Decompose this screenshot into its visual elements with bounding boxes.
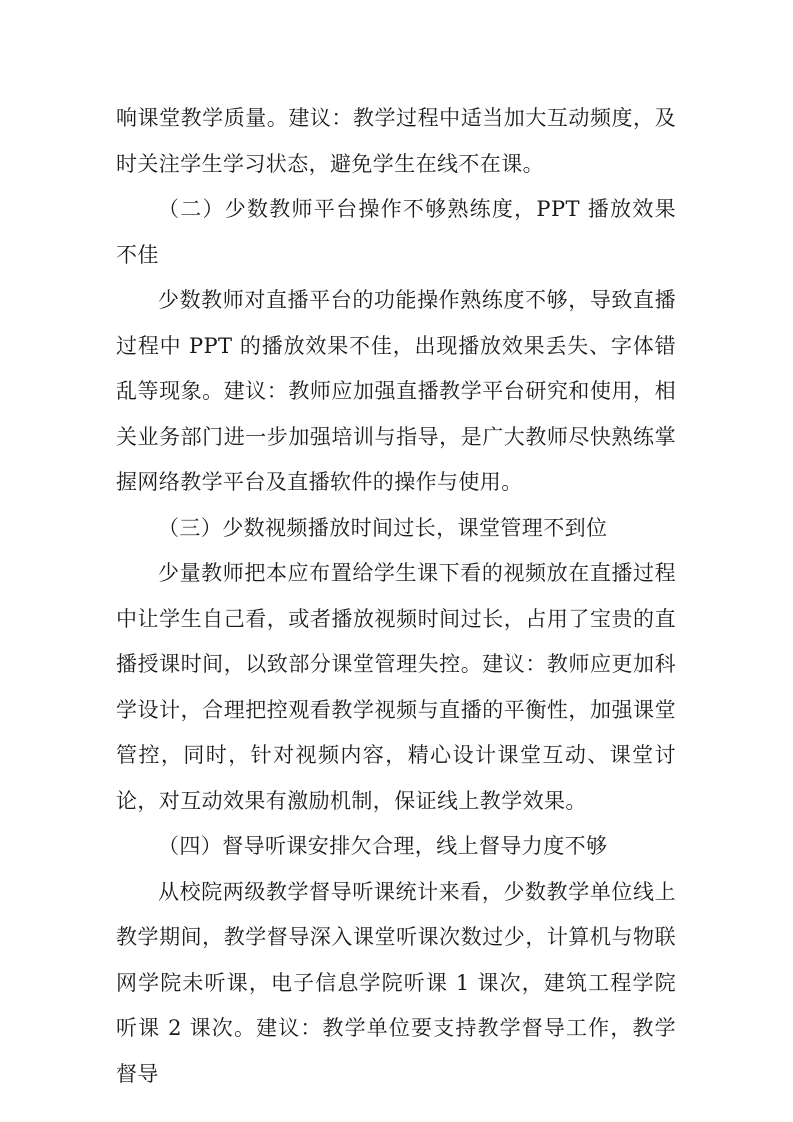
body-paragraph-continued: 响课堂教学质量。建议：教学过程中适当加大互动频度，及时关注学生学习状态，避免学生在线不在课。: [116, 106, 676, 176]
section-heading-4: （四）督导听课安排欠合理，线上督导力度不够: [158, 834, 608, 858]
section-heading-3: （三）少数视频播放时间过长，课堂管理不到位: [158, 515, 608, 540]
body-paragraph-video: 少量教师把本应布置给学生课下看的视频放在直播过程中让学生自己看，或者播放视频时间过长，占用了宝贵的直播授课时间，以致部分课堂管理失控。建议：教师应更加科学设计，合理把控观看教学视频与直播的平衡性，加强课堂管控，同时，针对视频内容，精心设计课堂互动、课堂讨论，对互动效果有激励机制，保证线上教学效果。: [116, 561, 676, 813]
document-body: [116, 96, 676, 1097]
body-paragraph-supervision: 从校院两级教学督导听课统计来看，少数教学单位线上教学期间，教学督导深入课堂听课次数过少，计算机与物联网学院未听课，电子信息学院听课 1 课次，建筑工程学院听课 2 课次。建议：教学单位要支持教学督导工作，教学督导: [116, 879, 676, 1086]
body-paragraph-ppt: 少数教师对直播平台的功能操作熟练度不够，导致直播过程中 PPT 的播放效果不佳，出现播放效果丢失、字体错乱等现象。建议：教师应加强直播教学平台研究和使用，相关业务部门进一步加强培训与指导，是广大教师尽快熟练掌握网络教学平台及直播软件的操作与使用。: [116, 288, 676, 494]
section-heading-2: （二）少数教师平台操作不够熟练度，PPT 播放效果不佳: [116, 197, 676, 267]
